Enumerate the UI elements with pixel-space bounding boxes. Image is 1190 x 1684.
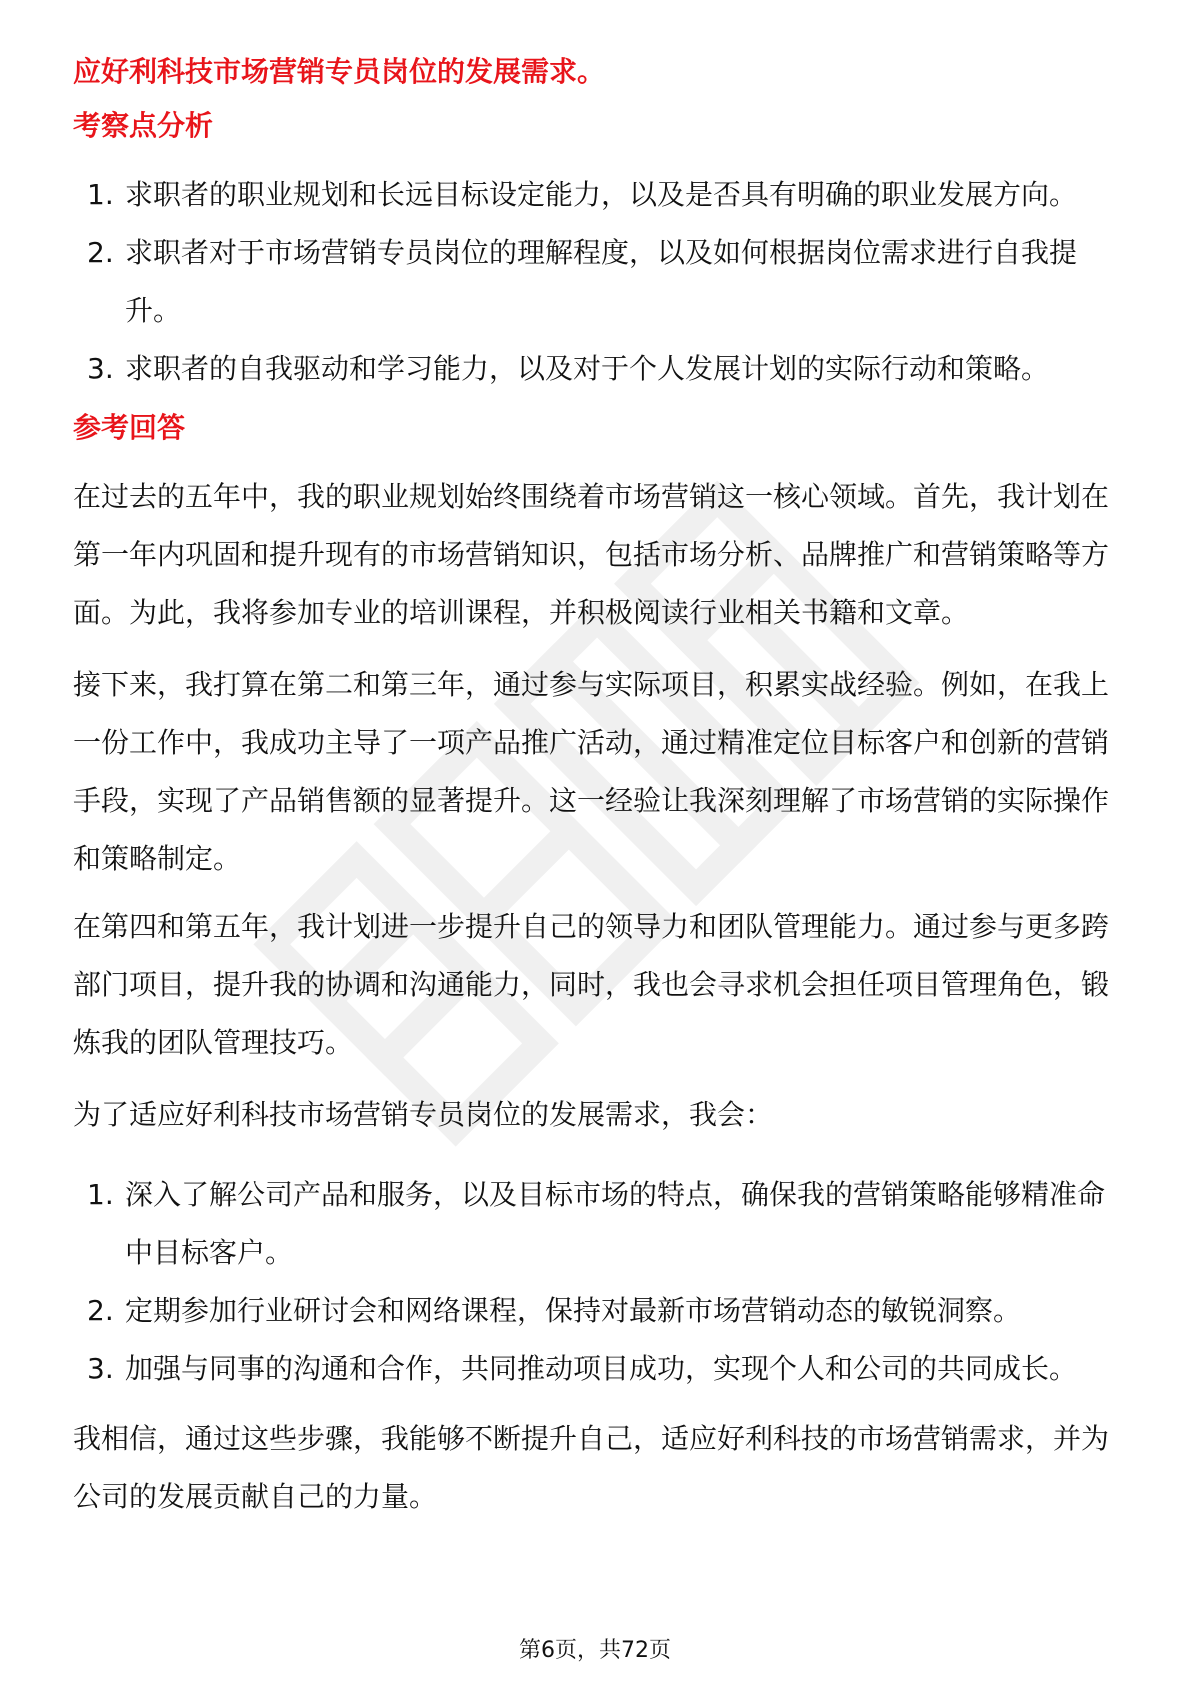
answer-paragraph: 接下来，我打算在第二和第三年，通过参与实际项目，积累实战经验。例如，在我上一份工作中，我成功主导了一项产品推广活动，通过精准定位目标客户和创新的营销手段，实现了产品销售额的显著提升。这一经验让我深刻理解了市场营销的实际操作和策略制定。	[73, 668, 1110, 875]
list-item	[73, 1340, 1123, 1398]
list-text: 求职者对于市场营销专员岗位的理解程度，以及如何根据岗位需求进行自我提升。	[125, 236, 1078, 327]
page-number-footer: 第6页，共72页	[519, 1638, 671, 1663]
list-text: 求职者的自我驱动和学习能力，以及对于个人发展计划的实际行动和策略。	[125, 352, 1050, 385]
list-item	[73, 166, 1123, 224]
analysis-list	[73, 166, 1123, 398]
list-item	[73, 224, 1123, 340]
list-number: 1.	[87, 1178, 114, 1211]
list-number: 2.	[87, 1294, 114, 1327]
list-number: 3.	[87, 352, 114, 385]
list-text: 求职者的职业规划和长远目标设定能力，以及是否具有明确的职业发展方向。	[125, 178, 1078, 211]
list-number: 3.	[87, 1352, 114, 1385]
answer-list	[73, 1166, 1123, 1398]
answer-paragraph: 在第四和第五年，我计划进一步提升自己的领导力和团队管理能力。通过参与更多跨部门项目，提升我的协调和沟通能力，同时，我也会寻求机会担任项目管理角色，锻炼我的团队管理技巧。	[73, 910, 1110, 1059]
answer-paragraph: 为了适应好利科技市场营销专员岗位的发展需求，我会：	[73, 1098, 774, 1131]
answer-paragraph: 在过去的五年中，我的职业规划始终围绕着市场营销这一核心领域。首先，我计划在第一年内巩固和提升现有的市场营销知识，包括市场分析、品牌推广和营销策略等方面。为此，我将参加专业的培训课程，并积极阅读行业相关书籍和文章。	[73, 480, 1110, 629]
question-title: 应好利科技市场营销专员岗位的发展需求。	[73, 55, 606, 88]
answer-heading: 参考回答	[73, 411, 186, 444]
list-item	[73, 340, 1123, 398]
list-item	[73, 1166, 1123, 1282]
list-text: 定期参加行业研讨会和网络课程，保持对最新市场营销动态的敏锐洞察。	[125, 1294, 1022, 1327]
list-text: 深入了解公司产品和服务，以及目标市场的特点，确保我的营销策略能够精准命中目标客户。	[125, 1178, 1106, 1269]
list-number: 1.	[87, 178, 114, 211]
analysis-heading: 考察点分析	[73, 109, 214, 142]
closing-paragraph: 我相信，通过这些步骤，我能够不断提升自己，适应好利科技的市场营销需求，并为公司的发展贡献自己的力量。	[73, 1422, 1110, 1513]
list-text: 加强与同事的沟通和合作，共同推动项目成功，实现个人和公司的共同成长。	[125, 1352, 1078, 1385]
list-number: 2.	[87, 236, 114, 269]
list-item	[73, 1282, 1123, 1340]
